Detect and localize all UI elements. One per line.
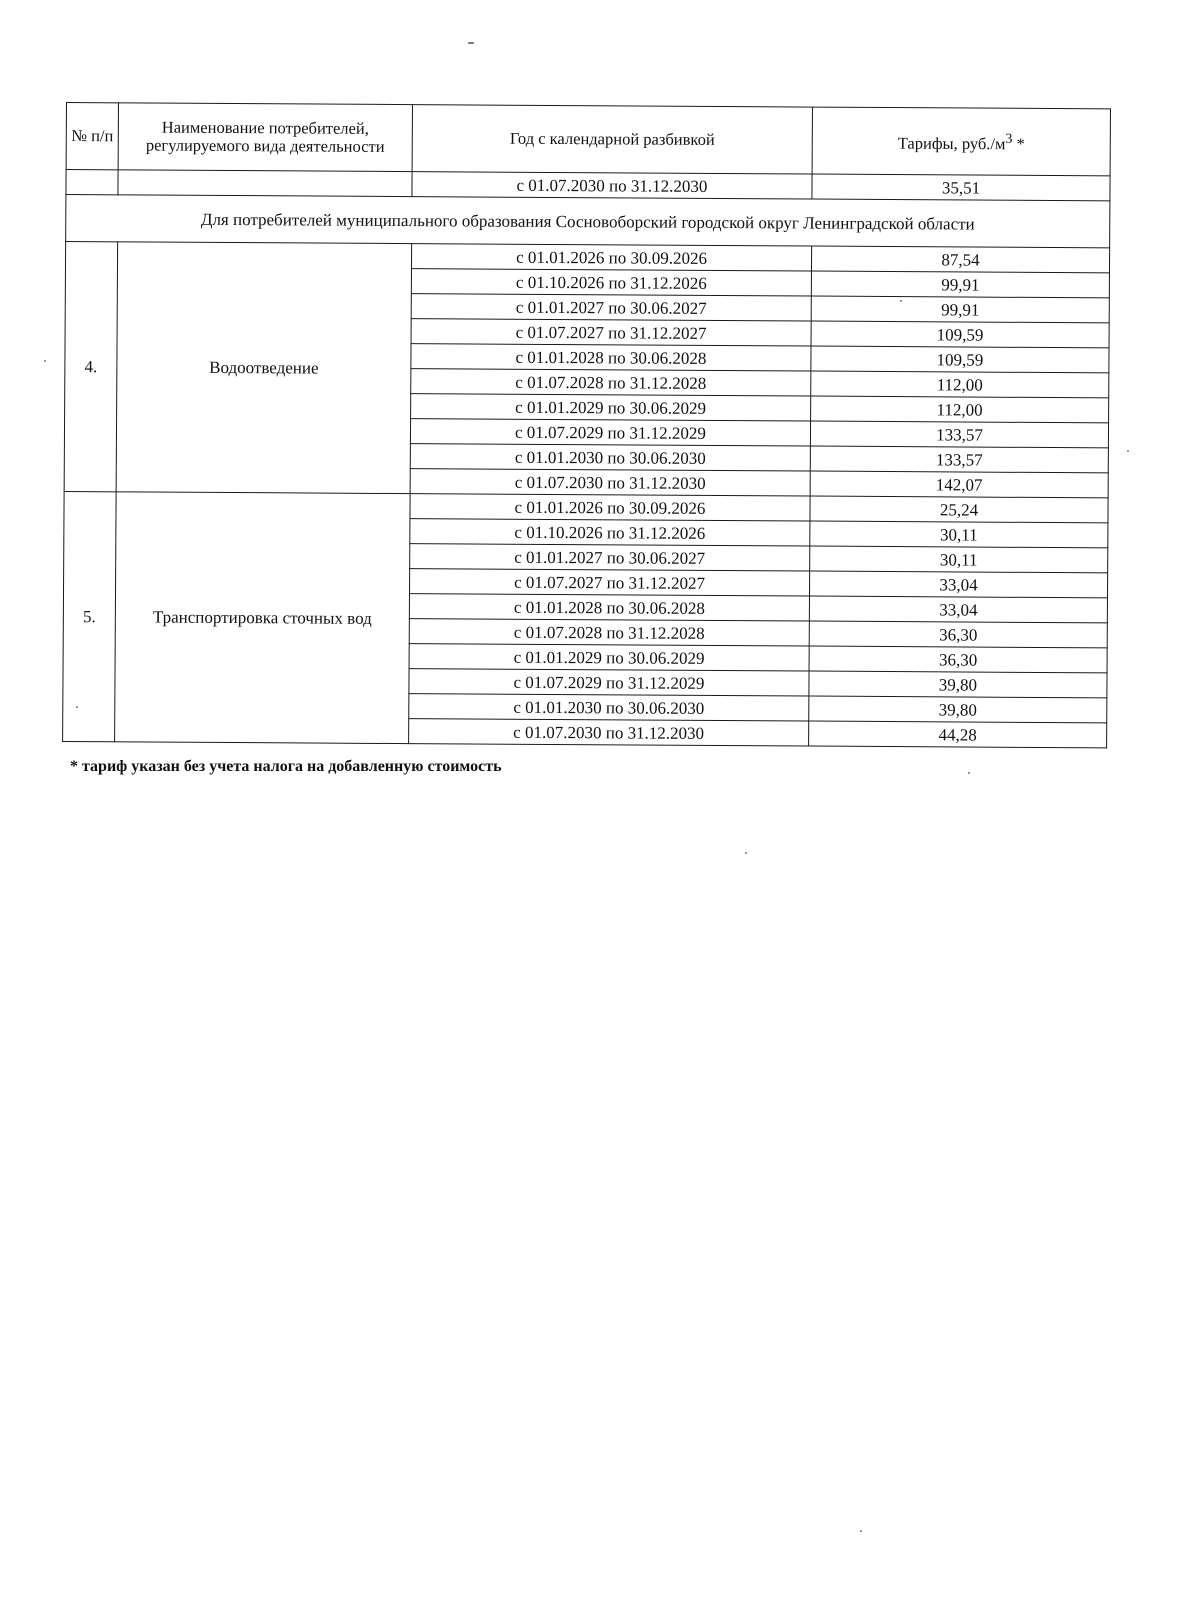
row-number: 5. — [63, 491, 117, 741]
tariff-cell: 44,28 — [809, 721, 1107, 748]
period-cell: с 01.07.2029 по 31.12.2029 — [410, 419, 810, 446]
tariff-cell: 109,59 — [811, 346, 1109, 373]
name-cell — [118, 170, 412, 197]
period-cell: с 01.01.2028 по 30.06.2028 — [411, 344, 811, 371]
tariff-cell: 39,80 — [809, 671, 1107, 698]
table-row — [65, 242, 1109, 273]
header-tariff-sup: 3 — [1005, 130, 1013, 147]
header-row — [66, 103, 1110, 176]
period-cell: с 01.01.2029 по 30.06.2029 — [409, 644, 809, 671]
period-cell: с 01.07.2030 по 31.12.2030 — [409, 719, 809, 746]
period-cell: с 01.01.2030 по 30.06.2030 — [409, 694, 809, 721]
period-cell: с 01.07.2029 по 31.12.2029 — [409, 669, 809, 696]
tariff-cell: 33,04 — [809, 596, 1107, 623]
period-cell: с 01.10.2026 по 31.12.2026 — [410, 519, 810, 546]
footnote: * тариф указан без учета налога на добавленную стоимость — [70, 758, 502, 775]
table-row — [64, 491, 1108, 522]
tariff-cell: 133,57 — [810, 421, 1108, 448]
period-cell: с 01.01.2027 по 30.06.2027 — [411, 294, 811, 321]
period-cell: с 01.07.2030 по 31.12.2030 — [412, 172, 812, 199]
header-num: № п/п — [66, 103, 118, 170]
period-cell: с 01.01.2029 по 30.06.2029 — [411, 394, 811, 421]
period-cell: с 01.07.2028 по 31.12.2028 — [409, 619, 809, 646]
period-cell: с 01.01.2026 по 30.09.2026 — [410, 494, 810, 521]
header-tariff-suffix: * — [1012, 134, 1025, 154]
tariff-table — [62, 102, 1111, 748]
activity-name: Водоотведение — [116, 242, 412, 494]
section-row — [66, 195, 1110, 248]
period-cell: с 01.07.2027 по 31.12.2027 — [410, 569, 810, 596]
period-cell: с 01.07.2027 по 31.12.2027 — [411, 319, 811, 346]
tariff-cell: 112,00 — [811, 396, 1109, 423]
period-cell: с 01.01.2028 по 30.06.2028 — [409, 594, 809, 621]
period-cell: с 01.01.2030 по 30.06.2030 — [410, 444, 810, 471]
tariff-cell: 35,51 — [812, 174, 1110, 201]
header-name: Наименование потребителей, регулируемого вида деятельности — [118, 103, 412, 172]
row-number: 4. — [64, 242, 118, 492]
tariff-cell: 99,91 — [811, 296, 1109, 323]
period-cell: с 01.01.2026 по 30.09.2026 — [411, 244, 811, 271]
header-tariff-prefix: Тарифы, руб./м — [897, 133, 1006, 154]
tariff-cell: 36,30 — [809, 621, 1107, 648]
tariff-cell: 30,11 — [810, 546, 1108, 573]
tariff-cell: 30,11 — [810, 521, 1108, 548]
tariff-cell: 112,00 — [811, 371, 1109, 398]
tariff-cell: 87,54 — [811, 246, 1109, 273]
tariff-cell: 133,57 — [810, 446, 1108, 473]
tariff-cell: 39,80 — [809, 696, 1107, 723]
header-period: Год с календарной разбивкой — [412, 105, 812, 174]
header-tariff — [812, 107, 1110, 176]
tariff-cell: 33,04 — [809, 571, 1107, 598]
section-title: Для потребителей муниципального образования Сосновоборский городской округ Ленинградской области — [66, 195, 1110, 248]
tariff-cell: 36,30 — [809, 646, 1107, 673]
period-cell: с 01.01.2027 по 30.06.2027 — [410, 544, 810, 571]
tariff-cell: 109,59 — [811, 321, 1109, 348]
period-cell: с 01.10.2026 по 31.12.2026 — [411, 269, 811, 296]
tariff-cell: 99,91 — [811, 271, 1109, 298]
period-cell: с 01.07.2030 по 31.12.2030 — [410, 469, 810, 496]
activity-name: Транспортировка сточных вод — [115, 492, 411, 744]
tariff-cell: 25,24 — [810, 496, 1108, 523]
tariff-cell: 142,07 — [810, 471, 1108, 498]
num-cell — [66, 170, 118, 195]
period-cell: с 01.07.2028 по 31.12.2028 — [411, 369, 811, 396]
